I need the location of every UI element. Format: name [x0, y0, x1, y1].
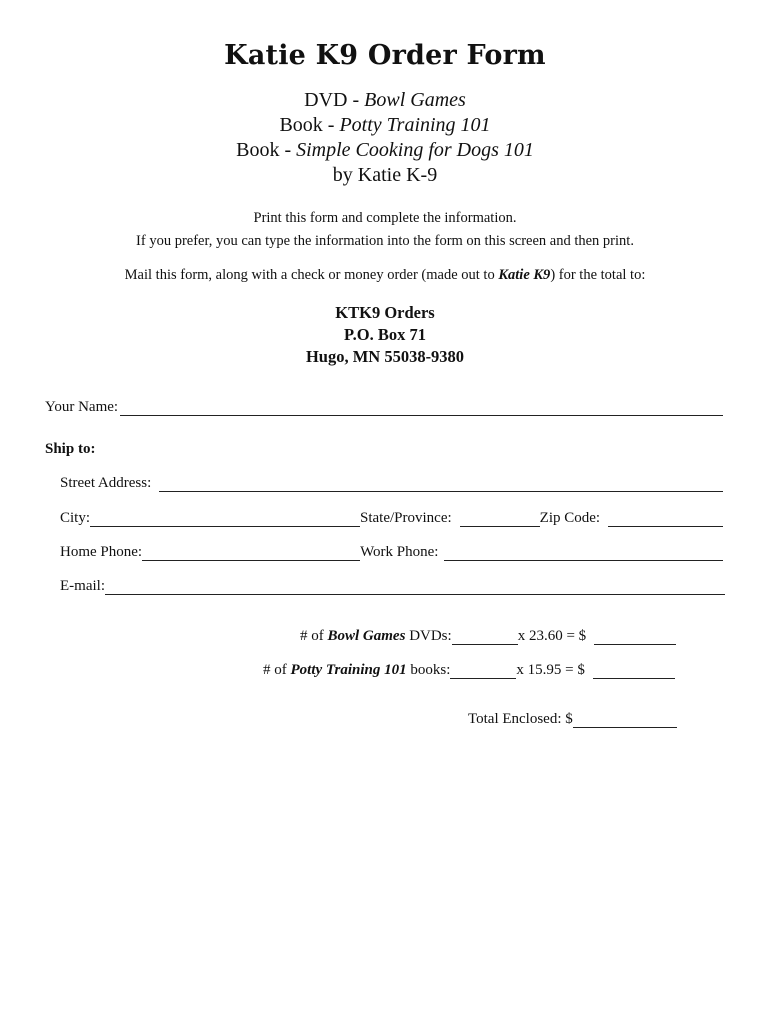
byline: by Katie K-9: [332, 164, 438, 186]
book-subtotal-field[interactable]: [593, 663, 675, 679]
mail-text-prefix: Mail this form, along with a check or money order (made out to: [124, 267, 499, 283]
page-title: Katie K9 Order Form: [224, 40, 546, 71]
work-phone-label: Work Phone:: [360, 544, 439, 560]
email-field[interactable]: [105, 579, 725, 595]
city-field[interactable]: [90, 511, 360, 527]
instruction-print: Print this form and complete the information.: [253, 210, 517, 226]
home-phone-label: Home Phone:: [60, 544, 143, 560]
book-price-label: x 15.95 = $: [516, 662, 585, 678]
your-name-label: Your Name:: [45, 399, 119, 415]
instruction-mail: [0, 267, 770, 284]
total-enclosed-field[interactable]: [573, 712, 677, 728]
dvd-price-label: x 23.60 = $: [517, 628, 587, 644]
product-title: Simple Cooking for Dogs 101: [296, 139, 534, 161]
state-label: State/Province:: [360, 510, 452, 526]
payee-name: Katie K9: [498, 267, 551, 283]
address-po-box: P.O. Box 71: [344, 325, 426, 344]
city-row: [60, 507, 725, 527]
total-label: Total Enclosed: $: [468, 711, 573, 727]
product-line-dvd: [0, 88, 770, 113]
dvd-order-row: [300, 625, 678, 645]
city-label: City:: [60, 510, 91, 526]
mailing-address: [0, 302, 770, 368]
dvd-quantity-field[interactable]: [452, 629, 518, 645]
total-row: [468, 708, 677, 728]
dvd-subtotal-field[interactable]: [594, 629, 676, 645]
zip-field[interactable]: [608, 511, 723, 527]
address-city: Hugo, MN 55038-9380: [305, 347, 465, 366]
street-row: [60, 472, 725, 492]
product-line-book-2: [0, 138, 770, 163]
work-phone-field[interactable]: [444, 545, 723, 561]
book-order-label: # of Potty Training 101 books:: [263, 662, 451, 678]
book-order-row: [263, 659, 677, 679]
instruction-type: If you prefer, you can type the information into the form on this screen and then print.: [136, 233, 634, 249]
product-type: Book -: [279, 114, 340, 136]
phone-row: [60, 541, 725, 561]
product-line-book-1: [0, 113, 770, 138]
your-name-row: [45, 396, 725, 416]
zip-label: Zip Code:: [539, 510, 601, 526]
your-name-field[interactable]: [120, 400, 723, 416]
book-quantity-field[interactable]: [450, 663, 516, 679]
product-title: Potty Training 101: [339, 114, 491, 136]
dvd-order-label: # of Bowl Games DVDs:: [300, 628, 452, 644]
product-type: Book -: [236, 139, 297, 161]
email-label: E-mail:: [60, 578, 105, 594]
street-address-field[interactable]: [159, 476, 723, 492]
product-title: Bowl Games: [364, 89, 466, 111]
home-phone-field[interactable]: [142, 545, 360, 561]
email-row: [60, 575, 725, 595]
address-name: KTK9 Orders: [335, 303, 435, 322]
product-type: DVD -: [304, 89, 365, 111]
ship-to-label: Ship to:: [45, 441, 96, 457]
state-field[interactable]: [460, 511, 540, 527]
mail-text-suffix: ) for the total to:: [550, 267, 646, 283]
street-label: Street Address:: [60, 475, 152, 491]
